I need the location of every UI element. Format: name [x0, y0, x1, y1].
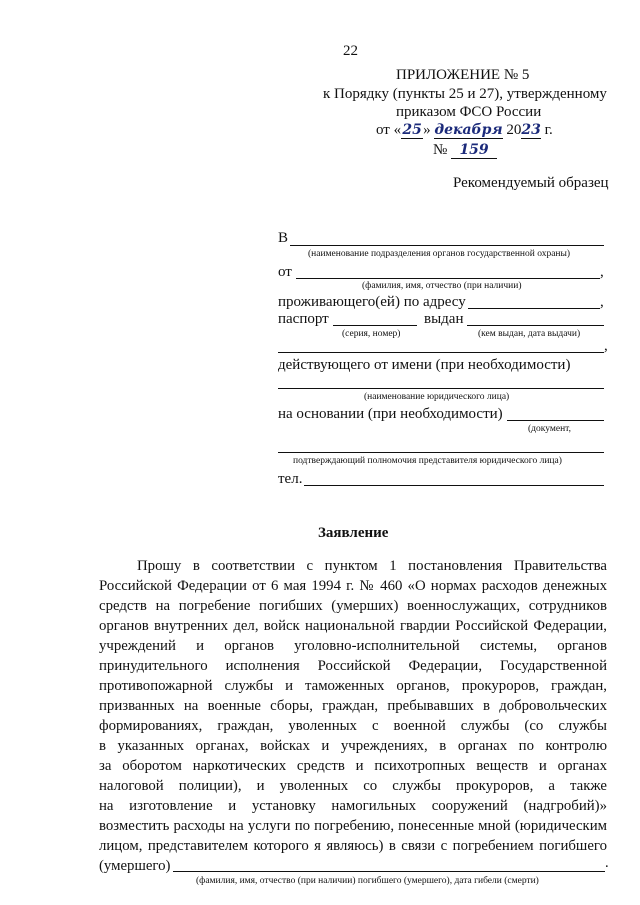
date-suffix: г.	[544, 122, 553, 138]
date-year-handwritten: 23	[521, 122, 541, 138]
phone-field-line[interactable]	[304, 485, 604, 486]
appendix-title: ПРИЛОЖЕНИЕ № 5	[396, 67, 530, 83]
number-handwritten: 159	[451, 142, 497, 159]
address-field-line[interactable]	[468, 308, 600, 309]
document-hint: (документ,	[528, 424, 571, 434]
statement-line: налоговой полиции), и уволенных со службы прокуроров, а также	[99, 778, 607, 794]
statement-line: принудительного исполнения Российской Федерации, Государственной	[99, 658, 607, 674]
address-label: проживающего(ей) по адресу	[278, 294, 466, 310]
passport-label: паспорт	[278, 311, 329, 327]
basis-label: на основании (при необходимости)	[278, 406, 503, 422]
address-comma: ,	[600, 294, 604, 310]
address-continuation-line[interactable]	[278, 352, 604, 353]
basis-field-line[interactable]	[507, 420, 604, 421]
date-day-handwritten: 25	[402, 122, 422, 138]
date-month-handwritten: декабря	[434, 122, 503, 138]
page-number: 22	[343, 43, 358, 59]
statement-line: формированиях, граждан, уволенных с военной службы (со службы	[99, 718, 607, 734]
issued-label: выдан	[424, 311, 464, 327]
number-label: №	[433, 142, 448, 158]
date-prefix: от «	[376, 122, 402, 138]
legal-entity-hint: (наименование юридического лица)	[364, 392, 510, 402]
to-field-line[interactable]	[290, 245, 604, 246]
issued-by-hint: (кем выдан, дата выдачи)	[478, 329, 581, 339]
authority-document-field-line[interactable]	[278, 452, 604, 453]
from-field-hint: (фамилия, имя, отчество (при наличии)	[362, 281, 522, 291]
recommended-sample-label: Рекомендуемый образец	[453, 175, 609, 191]
date-year-start: 20	[506, 122, 522, 138]
statement-line: возместить расходы на услуги по погребению, понесенные мной (юридическим	[99, 818, 607, 834]
statement-line: учреждений и органов уголовно-исполнительной системы, органов	[99, 638, 607, 654]
passport-series-field-line[interactable]	[333, 325, 417, 326]
statement-line: противопожарной службы и таможенных органов, прокуроров, граждан,	[99, 678, 607, 694]
statement-end-period: .	[605, 855, 609, 871]
from-field-line[interactable]	[296, 278, 600, 279]
statement-line: средств на погребение погибших (умерших) военнослужащих, сотрудников	[99, 598, 607, 614]
statement-line: за оборотом наркотических средств и психотропных веществ и органах	[99, 758, 607, 774]
continuation-comma: ,	[604, 338, 608, 354]
phone-label: тел.	[278, 471, 303, 487]
to-label: В	[278, 230, 289, 246]
from-label: от	[278, 264, 292, 280]
deceased-name-hint: (фамилия, имя, отчество (при наличии) погибшего (умершего), дата гибели (смерти)	[196, 876, 539, 886]
statement-last-line: (умершего)	[99, 858, 171, 874]
statement-line: лицом, представителем которого я являюсь) в связи с погребением погибшего	[99, 838, 607, 854]
statement-line: Российской Федерации от 6 мая 1994 г. № 460 «О нормах расходов денежных	[99, 578, 607, 594]
passport-series-hint: (серия, номер)	[342, 329, 401, 339]
authority-document-hint: подтверждающий полномочия представителя юридического лица)	[293, 456, 562, 466]
date-mid: »	[423, 122, 431, 138]
to-field-hint: (наименование подразделения органов государственной охраны)	[308, 249, 571, 259]
statement-line: органов внутренних дел, войск национальной гвардии Российской Федерации,	[99, 618, 607, 634]
acting-on-behalf-label: действующего от имени (при необходимости)	[278, 357, 571, 373]
statement-title: Заявление	[318, 525, 389, 541]
deceased-name-field-line[interactable]	[173, 871, 605, 872]
legal-entity-field-line[interactable]	[278, 388, 604, 389]
appendix-order-line: к Порядку (пункты 25 и 27), утвержденному	[323, 86, 607, 102]
statement-line: Прошу в соответствии с пунктом 1 постановления Правительства	[137, 558, 607, 574]
appendix-order-line-2: приказом ФСО России	[396, 104, 542, 120]
statement-line: призванных на военные сборы, граждан, пребывавших в добровольческих	[99, 698, 607, 714]
appendix-number	[433, 142, 497, 159]
statement-line: в указанных органах, войсках и учреждениях, в органах по контролю	[99, 738, 607, 754]
issued-field-line[interactable]	[467, 325, 604, 326]
statement-line: на изготовление и установку намогильных сооружений (надгробий)»	[99, 798, 607, 814]
appendix-date	[376, 122, 553, 139]
from-comma: ,	[600, 264, 604, 280]
